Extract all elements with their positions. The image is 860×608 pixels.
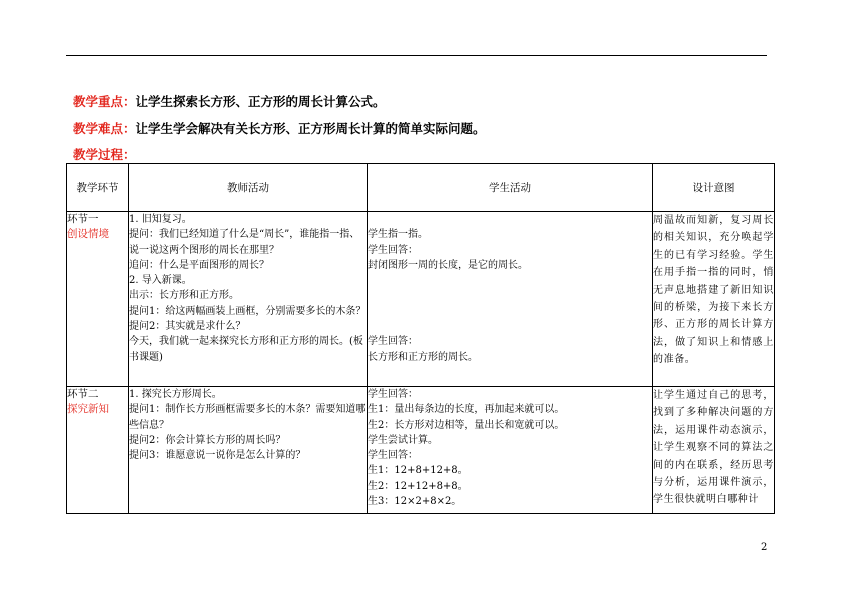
teacher-line: 提问1：给这两幅画装上画框，分别需要多长的木条？: [129, 305, 366, 317]
difficulty-label: 教学难点：: [73, 121, 136, 136]
page-number: 2: [761, 542, 768, 553]
stage-cell: [67, 212, 129, 387]
student-spacer: [368, 319, 652, 334]
student-line: 学生回答：: [368, 450, 418, 462]
student-line: 生2：长方形对边相等，量出长和宽就可以。: [368, 419, 565, 431]
student-spacer: [368, 273, 652, 288]
teacher-line: 提问：我们已经知道了什么是“周长”，谁能指一指、说一说这两个图形的周长在那里？: [129, 229, 360, 256]
stage-cell: [67, 387, 129, 514]
teacher-line: 提问2：其实就是求什么？: [129, 321, 246, 333]
stage-name: 探究新知: [67, 403, 109, 415]
student-line: 封闭图形一周的长度，是它的周长。: [368, 259, 528, 271]
teacher-line: 提问3：谁愿意说一说你是怎么计算的？: [129, 450, 306, 462]
student-activity-cell: [368, 387, 653, 514]
teacher-line: 1. 探究长方形周长。: [129, 389, 222, 400]
student-line: 学生回答：: [368, 336, 418, 348]
student-line: 长方形和正方形的周长。: [368, 351, 478, 363]
table-row: [67, 212, 775, 387]
process-label: 教学过程：: [73, 147, 136, 162]
table-header-row: [67, 164, 775, 212]
header-rule: [66, 55, 767, 56]
stage-number: 环节一: [67, 213, 99, 225]
student-line: 生1：量出每条边的长度，再加起来就可以。: [368, 404, 565, 416]
teacher-line: 追问：什么是平面图形的周长？: [129, 259, 269, 271]
header-stage: 教学环节: [67, 164, 129, 212]
lesson-table: [66, 163, 775, 514]
difficulty-line: [73, 119, 486, 137]
header-intent: 设计意图: [653, 164, 775, 212]
student-line: [368, 212, 652, 227]
student-line: 学生回答：: [368, 244, 418, 256]
table-row: [67, 387, 775, 514]
student-line: 生2：12+12+8+8。: [368, 480, 468, 492]
student-line: 学生尝试计算。: [368, 434, 438, 446]
stage-number: 环节二: [67, 388, 99, 400]
teacher-line: 出示：长方形和正方形。: [129, 290, 239, 302]
design-intent-cell: 周温故而知新，复习周长的相关知识，充分唤起学生的已有学习经验。学生在用手指一指的同时，悄无声息地搭建了新旧知识间的桥梁，为接下来长方形、正方形的周长计算方法，做了知识上和情感上的准备。: [653, 212, 775, 387]
teacher-line: 2. 导入新课。: [129, 275, 192, 287]
process-line: [73, 145, 136, 163]
teacher-line: 1. 旧知复习。: [129, 214, 192, 225]
teacher-line: 提问2：你会计算长方形的周长吗？: [129, 434, 286, 446]
header-student: 学生活动: [368, 164, 653, 212]
teacher-line: 提问1：制作长方形画框需要多长的木条？需要知道哪些信息？: [129, 404, 366, 431]
student-spacer: [368, 288, 652, 303]
student-line: 生3：12×2+8×2。: [368, 496, 462, 508]
student-line: 学生指一指。: [368, 229, 428, 241]
key-point-text: 让学生探索长方形、正方形的周长计算公式。: [135, 94, 386, 109]
student-spacer: [368, 304, 652, 319]
design-intent-cell: 让学生通过自己的思考，找到了多种解决问题的方法，运用课件动态演示，让学生观察不同的算法之间的内在联系，经历思考与分析，运用课件演示，学生很快就明白哪种计: [653, 387, 775, 514]
student-line: 学生回答：: [368, 389, 418, 400]
teacher-line: 今天，我们就一起来探究长方形和正方形的周长。(板书课题): [129, 336, 363, 363]
key-point-line: [73, 92, 386, 110]
stage-name: 创设情境: [67, 228, 109, 240]
teacher-activity-cell: [129, 212, 368, 387]
student-activity-cell: [368, 212, 653, 387]
teacher-activity-cell: [129, 387, 368, 514]
header-teacher: 教师活动: [129, 164, 368, 212]
student-line: 生1：12+8+12+8。: [368, 465, 468, 477]
difficulty-text: 让学生学会解决有关长方形、正方形周长计算的简单实际问题。: [135, 121, 486, 136]
key-point-label: 教学重点：: [73, 94, 136, 109]
